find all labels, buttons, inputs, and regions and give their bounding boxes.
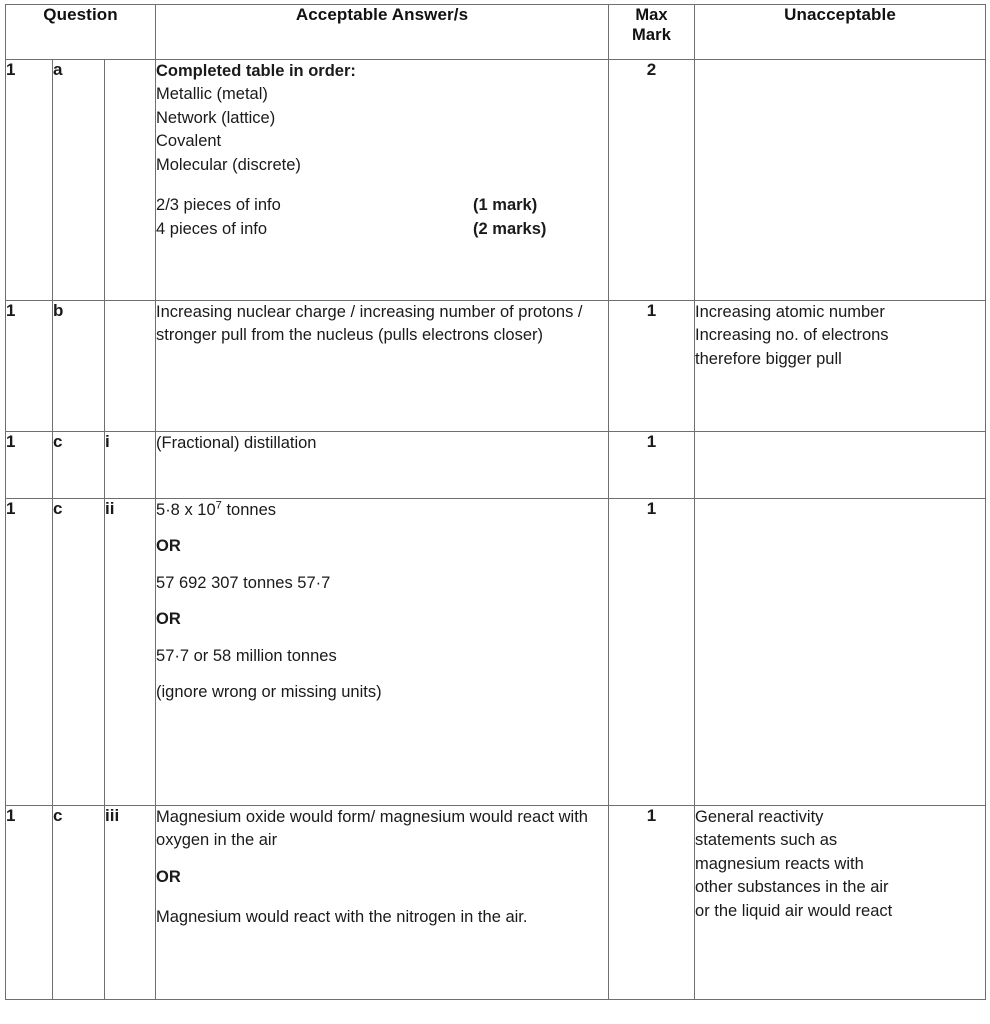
header-row — [6, 5, 986, 60]
or-separator: OR — [156, 537, 181, 556]
value-base: 5·8 x 10 — [156, 501, 216, 519]
table-row — [6, 806, 986, 1000]
answer-list-item: Covalent — [156, 132, 222, 151]
answer-paragraph: Magnesium oxide would form/ magnesium would react with oxygen in the air — [156, 808, 588, 850]
acceptable-answer-cell — [156, 60, 609, 301]
unacceptable-cell — [695, 499, 986, 806]
marking-scheme-table — [5, 4, 986, 1000]
max-mark-value: 1 — [609, 301, 695, 432]
question-part: c — [53, 499, 105, 806]
mark-allocation-row — [156, 194, 608, 217]
unacceptable-line: Increasing atomic number — [695, 303, 885, 321]
alternative-answer: 57·7 or 58 million tonnes — [156, 646, 337, 665]
value-exponent: 7 — [215, 499, 222, 512]
answer-paragraph: (Fractional) distillation — [156, 434, 317, 452]
mark-criterion: 2/3 pieces of info — [156, 196, 281, 215]
max-mark-value: 2 — [609, 60, 695, 301]
spacer — [156, 853, 608, 866]
table-body — [6, 60, 986, 1000]
alternative-answer: 57 692 307 tonnes 57·7 — [156, 573, 331, 592]
unacceptable-line: or the liquid air would react — [695, 901, 893, 920]
or-separator: OR — [156, 867, 181, 886]
question-number: 1 — [6, 432, 53, 499]
answer-paragraph: Magnesium would react with the nitrogen in the air. — [156, 908, 528, 927]
column-header-unacceptable: Unacceptable — [695, 5, 986, 60]
question-subpart — [105, 301, 156, 432]
unacceptable-line: statements such as — [695, 831, 838, 850]
question-subpart: iii — [105, 806, 156, 1000]
question-part: b — [53, 301, 105, 432]
spacer — [156, 177, 608, 194]
spacer — [156, 632, 608, 645]
question-subpart: i — [105, 432, 156, 499]
column-header-max-mark — [609, 5, 695, 60]
or-separator: OR — [156, 610, 181, 629]
mark-value: (2 marks) — [473, 219, 547, 238]
max-mark-line-2: Mark — [632, 26, 671, 45]
spacer — [156, 595, 608, 608]
acceptable-answer-cell — [156, 301, 609, 432]
question-number: 1 — [6, 499, 53, 806]
table-header — [6, 5, 986, 60]
max-mark-value: 1 — [609, 806, 695, 1000]
answer-paragraph: Increasing nuclear charge / increasing number of protons / stronger pull from the nucleus (pulls electrons closer) — [156, 303, 583, 345]
unacceptable-line: magnesium reacts with — [695, 854, 864, 873]
question-part: a — [53, 60, 105, 301]
question-part: c — [53, 432, 105, 499]
answer-list-item: Network (lattice) — [156, 108, 276, 127]
mark-criterion: 4 pieces of info — [156, 219, 268, 238]
unacceptable-cell — [695, 806, 986, 1000]
unacceptable-cell — [695, 301, 986, 432]
max-mark-line-1: Max — [635, 6, 668, 24]
question-part: c — [53, 806, 105, 1000]
acceptable-answer-cell — [156, 806, 609, 1000]
table-row — [6, 499, 986, 806]
acceptable-answer-cell — [156, 499, 609, 806]
table-row — [6, 60, 986, 301]
spacer — [156, 668, 608, 681]
column-header-acceptable-answers: Acceptable Answer/s — [156, 5, 609, 60]
question-number: 1 — [6, 301, 53, 432]
answer-list-item: Molecular (discrete) — [156, 155, 301, 174]
acceptable-answer-cell — [156, 432, 609, 499]
unacceptable-line: Increasing no. of electrons — [695, 326, 889, 345]
value-unit: tonnes — [221, 501, 277, 519]
unacceptable-line: other substances in the air — [695, 878, 889, 897]
answer-scientific-value — [156, 499, 608, 522]
mark-allocation-row — [156, 218, 608, 241]
spacer — [156, 559, 608, 572]
max-mark-value: 1 — [609, 499, 695, 806]
question-number: 1 — [6, 60, 53, 301]
answer-list-item: Metallic (metal) — [156, 85, 268, 104]
question-number: 1 — [6, 806, 53, 1000]
spacer — [156, 889, 608, 906]
unacceptable-cell — [695, 60, 986, 301]
answer-heading: Completed table in order: — [156, 62, 356, 80]
spacer — [156, 522, 608, 535]
table-row — [6, 432, 986, 499]
unacceptable-line: therefore bigger pull — [695, 349, 842, 368]
mark-value: (1 mark) — [473, 196, 538, 215]
marking-note: (ignore wrong or missing units) — [156, 683, 382, 702]
max-mark-value: 1 — [609, 432, 695, 499]
unacceptable-line: General reactivity — [695, 808, 824, 826]
unacceptable-cell — [695, 432, 986, 499]
column-header-question: Question — [6, 5, 156, 60]
table-row — [6, 301, 986, 432]
question-subpart — [105, 60, 156, 301]
question-subpart: ii — [105, 499, 156, 806]
